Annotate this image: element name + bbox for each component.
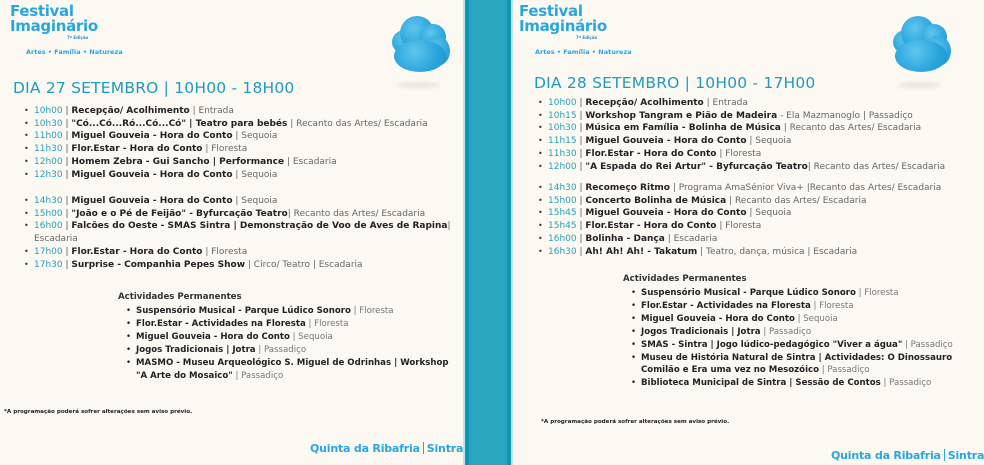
permanent-item [124,344,449,357]
logo-line-2: Imaginário [519,17,607,35]
item-activity: Ah! Ah! Ah! - Takatum [585,246,698,257]
item-time: 17h00 [34,246,63,257]
panel-separator [465,0,511,465]
permanent-item [124,331,449,344]
item-location: | Sequoia [794,313,838,324]
item-time: 12h00 [548,161,577,172]
afternoon-schedule [538,182,941,258]
item-divider: | [576,221,586,232]
item-divider: | [576,98,586,108]
item-time: 16h00 [548,233,577,244]
morning-schedule [24,105,428,181]
schedule-item [538,148,945,161]
item-location: | Teatro, dança, música | Escadaria [697,246,858,257]
item-divider: | [576,136,586,147]
item-divider: | [62,106,72,116]
item-activity: Jogos Tradicionais | Jotra [136,344,256,355]
festival-logo [10,2,123,56]
item-location: | Floresta [855,288,899,298]
disclaimer-note: *A programação poderá sofrer alterações sem aviso prévio. [541,419,730,425]
schedule-item [538,182,941,195]
item-activity: Falcões do Oeste - SMAS Sintra | Demonstração de Voo de Aves de Rapina [71,221,448,232]
item-time: 15h00 [548,195,577,206]
item-location: | Passadiço [902,339,953,350]
item-location: | Escadaria [34,221,451,245]
item-divider: | [576,148,586,159]
item-activity: Recomeço Ritmo [585,183,670,193]
item-time: 15h45 [548,208,577,219]
item-activity: Recepção/ Acolhimento [71,106,190,116]
item-location: | Floresta [350,306,394,316]
item-divider: | [576,195,586,206]
cloud-icon [883,12,953,72]
item-activity: Flor.Estar - Hora do Conto [585,148,717,159]
venue-footer [310,442,463,455]
item-location: | Sequoia [746,208,792,219]
venue-name: Quinta da Ribafria [831,449,941,462]
item-activity: Concerto Bolinha de Música [585,195,727,206]
permanent-item [629,339,953,352]
item-time: 15h00 [34,208,63,219]
item-activity: Flor.Estar - Actividades na Floresta [136,318,306,329]
item-activity: Recepção/ Acolhimento [585,98,704,108]
item-time: 11h00 [34,131,63,142]
item-location: | Escadaria [284,156,337,167]
item-activity: Miguel Gouveia - Hora do Conto [136,331,290,342]
item-time: 12h30 [34,169,63,180]
item-location: | Circo/ Teatro | Escadaria [245,259,363,270]
item-location: | Floresta [202,246,248,257]
item-activity: MASMO - Museu Arqueológico S. Miguel de Odrinhas | Workshop [136,357,449,368]
item-activity: Biblioteca Municipal de Sintra | Sessão de Contos [641,378,881,389]
schedule-item [538,161,945,174]
item-location: | Sequoia [232,169,278,180]
item-location: | Floresta [202,144,248,155]
item-location: | Floresta [305,318,349,329]
item-time: 16h00 [34,221,63,232]
item-activity: Surprise - Companhia Pepes Show [71,259,246,270]
item-activity: Suspensório Musical - Parque Lúdico Sonoro [136,306,351,316]
schedule-item [538,135,945,148]
item-activity: Miguel Gouveia - Hora do Conto [585,208,747,219]
item-divider: | [576,123,586,134]
schedule-item [538,207,941,220]
logo-edition: 7ª Edição [67,35,89,40]
item-location: | Recanto das Artes/ Escadaria [287,118,428,129]
schedule-item [538,110,945,123]
item-activity-cont: Comilão e Era uma vez no Mesozóico [641,365,820,376]
item-activity: Miguel Gouveia - Hora do Conto [641,313,795,324]
item-divider: | [62,246,72,257]
item-location: | Sequoia [232,196,278,206]
item-time: 16h30 [548,246,577,257]
item-activity: Flor.Estar - Actividades na Floresta [641,300,811,311]
schedule-item [24,259,454,272]
item-location: | Sequoia [289,331,333,342]
item-location: | Escadaria [664,233,718,244]
day-27-panel [0,0,465,465]
item-divider: | [576,246,586,257]
item-location: | Passadiço [880,378,932,389]
venue-city: Sintra [426,442,464,455]
logo-line-2: Imaginário [10,17,98,35]
item-time: 10h00 [34,106,63,116]
item-time: 11h30 [34,144,63,155]
morning-schedule [538,97,945,173]
day-title: DIA 28 SETEMBRO | 10H00 - 17H00 [534,74,816,92]
permanent-item [629,287,953,300]
item-activity: Miguel Gouveia - Hora do Conto [71,169,233,180]
item-activity: "Có...Có...Ró...Có...Có" | Teatro para bebés [71,118,288,129]
item-activity: Flor.Estar - Hora do Conto [71,144,203,155]
item-divider: | [62,221,72,232]
item-location: | Recanto das Artes/ Escadaria [780,123,922,134]
item-location: | Floresta [716,221,762,232]
logo-line-1: Festival [519,2,583,20]
item-time: 10h30 [548,123,577,134]
item-time: 10h00 [548,98,577,108]
schedule-item [24,156,428,169]
item-activity: Miguel Gouveia - Hora do Conto [71,131,233,142]
item-activity: "A Espada do Rei Artur" - Byfurcação Teatro [585,161,808,172]
separator-edge-left [463,0,465,465]
item-location: | Entrada [189,106,234,116]
logo-line-1: Festival [10,2,74,20]
item-time: 17h30 [34,259,63,270]
permanent-item [629,313,953,326]
item-divider: | [62,118,72,129]
day-28-panel [513,0,984,465]
item-divider: | [62,196,72,206]
permanent-item [629,377,953,390]
schedule-item [24,130,428,143]
schedule-item [24,105,428,118]
item-divider: | [62,131,72,142]
day-title: DIA 27 SETEMBRO | 10H00 - 18H00 [13,79,295,97]
item-activity: Workshop Tangram e Pião de Madeira [585,110,778,121]
item-activity: "João e o Pé de Feijão" - Byfurcação Teatro [71,208,288,219]
item-location: | Passadiço [760,326,812,337]
venue-city: Sintra [947,449,984,462]
schedule-item [538,246,941,259]
item-location: | Sequoia [746,136,792,147]
item-location: | Floresta [810,300,854,311]
schedule-item [538,233,941,246]
item-time: 11h30 [548,148,577,159]
permanent-item [124,318,449,331]
permanent-item [124,357,449,383]
item-activity: Museu de História Natural de Sintra | Actividades: O Dinossauro [641,352,953,363]
schedule-item [538,122,945,135]
festival-logo [519,2,632,56]
venue-footer [831,449,984,462]
item-location: | Entrada [703,98,748,108]
item-location: | Recanto das Artes/ Escadaria [807,161,946,172]
logo-edition: 7ª Edição [576,35,598,40]
schedule-item [24,118,428,131]
item-location: | Programa AmaSénior Viva+ |Recanto das Artes/ Escadaria [669,183,942,193]
venue-name: Quinta da Ribafria [310,442,420,455]
schedule-item [24,220,454,245]
item-divider: | [576,233,586,244]
permanent-activities-list [124,305,449,382]
item-time: 10h30 [34,118,63,129]
item-divider: | [62,259,72,270]
item-activity: Jogos Tradicionais | Jotra [641,326,761,337]
item-activity: Flor.Estar - Hora do Conto [585,221,717,232]
item-activity: Miguel Gouveia - Hora do Conto [585,136,747,147]
item-location: | Recanto das Artes/ Escadaria [287,208,426,219]
item-divider: | [62,144,72,155]
item-activity: Música em Família - Bolinha de Música [585,123,781,134]
schedule-item [24,195,454,208]
item-time: 15h45 [548,221,577,232]
permanent-item [629,300,953,313]
item-time: 14h30 [34,196,63,206]
item-time: 11h15 [548,136,577,147]
schedule-item [24,246,454,259]
item-activity: Miguel Gouveia - Hora do Conto [71,196,233,206]
item-activity: Flor.Estar - Hora do Conto [71,246,203,257]
item-time: 14h30 [548,183,577,193]
schedule-item [24,208,454,221]
item-location: | Passadiço [819,365,870,376]
permanent-item [629,326,953,339]
item-divider: | [576,161,586,172]
afternoon-schedule [24,195,454,271]
item-time: 10h15 [548,110,577,121]
item-divider: | [62,156,72,167]
permanent-item [124,305,449,318]
item-divider: | [576,208,586,219]
item-activity: Bolinha - Dança [585,233,665,244]
logo-tagline: Artes • Família • Natureza [535,48,632,56]
item-location: | Sequoia [232,131,278,142]
schedule-item [24,143,428,156]
item-activity: Homem Zebra - Gui Sancho | Performance [71,156,285,167]
item-location: - Ela Mazmanoglo | Passadiço [777,110,913,121]
item-location: | Passadiço [232,370,284,381]
schedule-item [538,97,945,110]
cloud-icon [382,12,452,72]
schedule-item [538,220,941,233]
item-location: | Recanto das Artes/ Escadaria [726,195,867,206]
disclaimer-note: *A programação poderá sofrer alterações sem aviso prévio. [4,409,193,415]
item-time: 12h00 [34,156,63,167]
item-activity: SMAS - Sintra | Jogo lúdico-pedagógico "Viver a água" [641,339,903,350]
item-activity: Suspensório Musical - Parque Lúdico Sonoro [641,288,856,298]
permanent-activities-title: Actividades Permanentes [623,274,747,284]
logo-tagline: Artes • Família • Natureza [26,48,123,56]
schedule-item [24,169,428,182]
item-location: | Floresta [716,148,762,159]
permanent-activities-list [629,287,953,390]
item-location: | Passadiço [255,344,307,355]
item-divider: | [62,169,72,180]
permanent-item [629,352,953,378]
item-activity-cont: "A Arte do Mosaico" [136,370,233,381]
schedule-item [538,195,941,208]
item-divider: | [576,183,586,193]
item-divider: | [576,110,586,121]
permanent-activities-title: Actividades Permanentes [118,292,242,302]
item-divider: | [62,208,72,219]
